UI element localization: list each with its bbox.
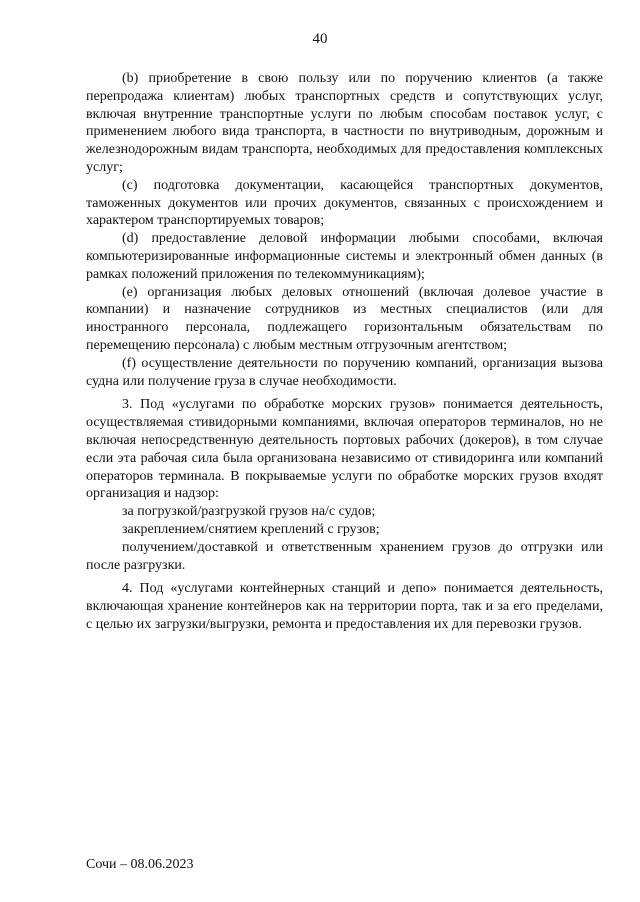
paragraph-4: 4. Под «услугами контейнерных станций и депо» понимается деятельность, включающая хранение контейнеров как на территории порта, так и за его пределами, с целью их загрузки/выгрузки, ремонта и предоставления их для перевозки грузов. [86,581,603,632]
list-item-storage: получением/доставкой и ответственным хранением грузов до отгрузки или после разгрузки. [86,539,603,573]
paragraph-b: (b) приобретение в свою пользу или по поручению клиентов (а также перепродажа клиентам) любых транспортных средств и сопутствующих услуг, включая внутренние транспортные услуги по любым способам поставок услуг, с применением любого вида транспорта, в частности по внутриводным, дорожным и железнодорожным видам транспорта, необходимых для предоставления комплексных услуг; [86,71,603,175]
footer-place-date: Сочи – 08.06.2023 [86,857,194,872]
list-item-securing: закреплением/снятием креплений с грузов; [122,521,380,537]
paragraph-e: (e) организация любых деловых отношений (включая долевое участие в компании) и назначение сотрудников из местных специалистов (или для иностранного персонала, подлежащего горизонтальным обязательствам по перемещению персонала) с любым местным отгрузочным агентством; [86,284,603,353]
document-body [86,70,603,634]
list-item-loading: за погрузкой/разгрузкой грузов на/с судов; [122,504,376,520]
paragraph-c: (c) подготовка документации, касающейся транспортных документов, таможенных документов или прочих документов, связанных с происхождением и характером транспортируемых товаров; [86,177,603,229]
page-number: 40 [312,31,328,47]
paragraph-d: (d) предоставление деловой информации любыми способами, включая компьютеризированные информационные системы и электронный обмен данных (в рамках положений приложения по телекоммуникациям); [86,231,603,282]
paragraph-3: 3. Под «услугами по обработке морских грузов» понимается деятельность, осуществляемая стивидорными компаниями, включая операторов терминалов, но не включая непосредственную деятельность портовых рабочих (докеров), в том случае если эта рабочая сила была организована независимо от стивидоринга или компаний операторов терминала. В покрываемые услуги по обработке морских грузов входят организация и надзор: [86,397,603,502]
paragraph-f: (f) осуществление деятельности по поручению компаний, организация вызова судна или получение груза в случае необходимости. [86,355,603,389]
